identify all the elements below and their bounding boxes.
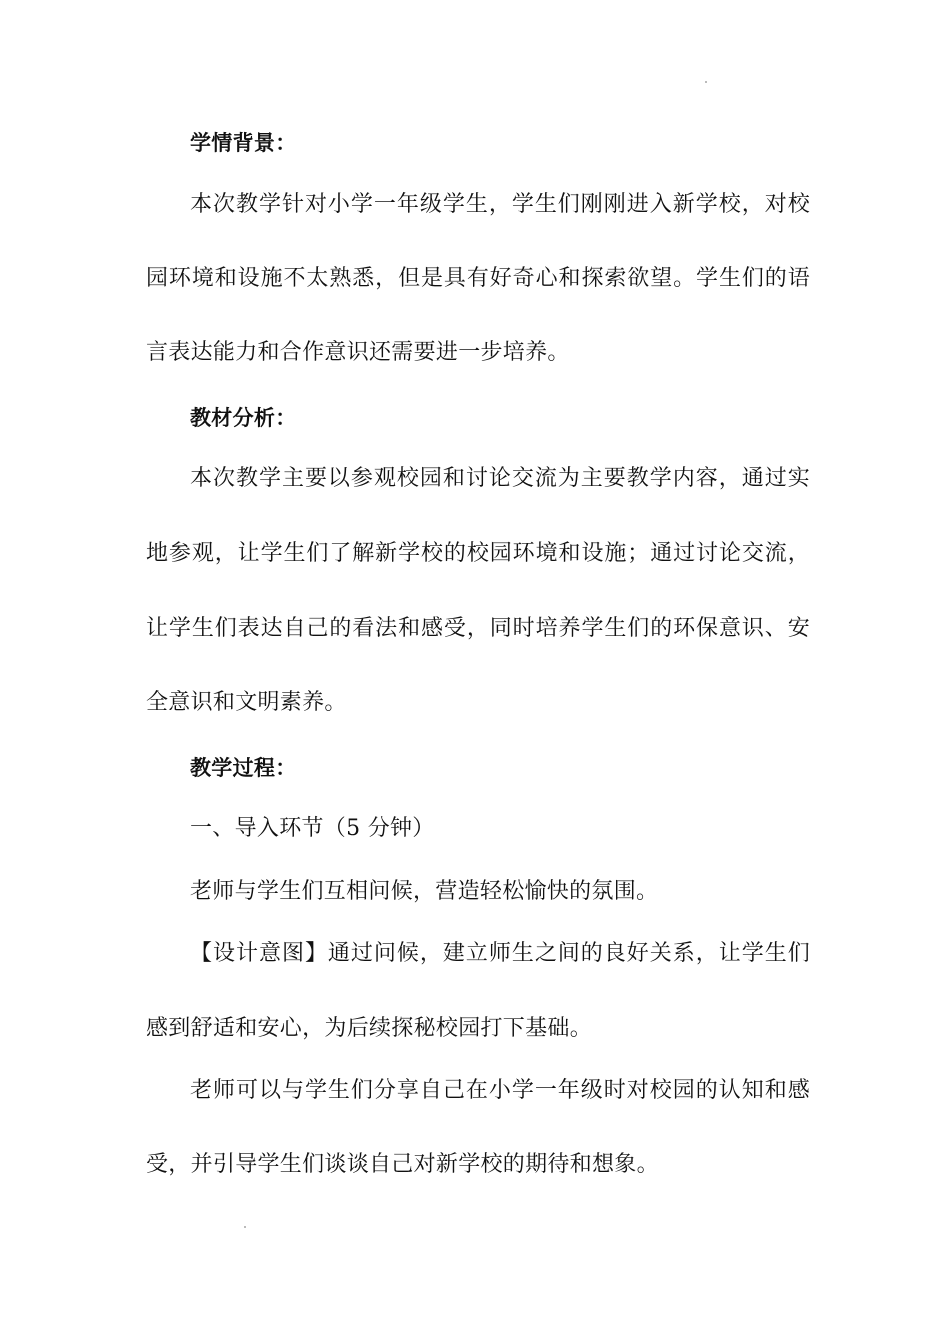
section-heading-process: 教学过程： xyxy=(190,756,297,780)
paragraph-line: 全意识和文明素养。 xyxy=(146,690,347,715)
paragraph-line: 让学生们表达自己的看法和感受，同时培养学生们的环保意识、安 xyxy=(146,616,810,641)
scan-speck xyxy=(244,1226,246,1228)
paragraph-line: 园环境和设施不太熟悉，但是具有好奇心和探索欲望。学生们的语 xyxy=(146,266,810,291)
paragraph-line: 老师可以与学生们分享自己在小学一年级时对校园的认知和感 xyxy=(190,1078,810,1103)
design-intent-line: 感到舒适和安心，为后续探秘校园打下基础。 xyxy=(146,1016,593,1041)
step-title: 一、导入环节（5 分钟） xyxy=(190,816,435,841)
paragraph-line: 老师与学生们互相问候，营造轻松愉快的氛围。 xyxy=(190,879,659,904)
scan-speck xyxy=(705,81,707,83)
design-intent-line: 【设计意图】通过问候，建立师生之间的良好关系，让学生们 xyxy=(190,941,810,966)
paragraph-line: 地参观，让学生们了解新学校的校园环境和设施；通过讨论交流， xyxy=(146,541,810,566)
section-heading-material: 教材分析： xyxy=(190,406,297,430)
paragraph-line: 受，并引导学生们谈谈自己对新学校的期待和想象。 xyxy=(146,1152,659,1177)
paragraph-line: 本次教学针对小学一年级学生，学生们刚刚进入新学校，对校 xyxy=(190,192,810,217)
paragraph-line: 言表达能力和合作意识还需要进一步培养。 xyxy=(146,340,570,365)
section-heading-background: 学情背景： xyxy=(190,131,297,155)
paragraph-line: 本次教学主要以参观校园和讨论交流为主要教学内容，通过实 xyxy=(190,466,810,491)
